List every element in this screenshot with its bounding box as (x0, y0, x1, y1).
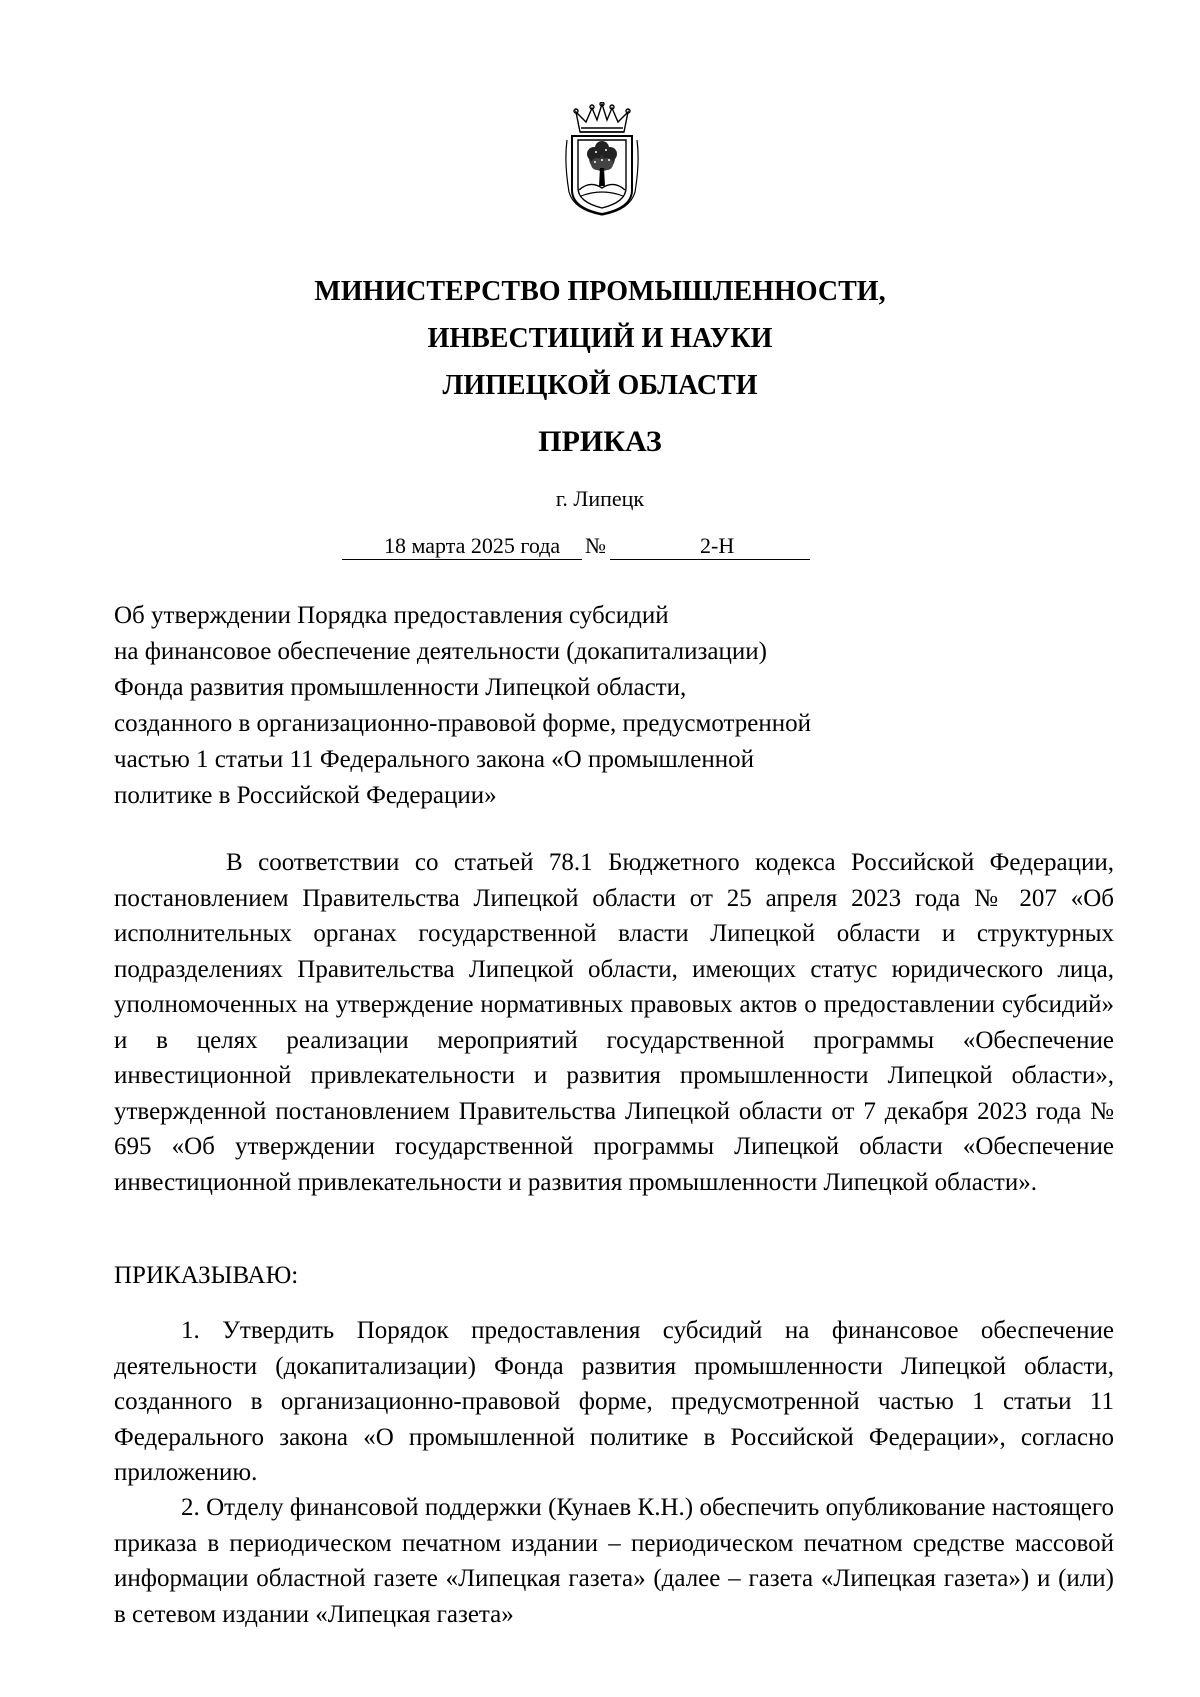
preamble-paragraph: В соответствии со статьей 78.1 Бюджетного кодекса Российской Федерации, постановлением Правительства Липецкой области от 25 апреля 2023 года № 207 «Об исполнительных органах государственной власти Липецкой области и структурных подразделениях Правительства Липецкой области, имеющих статус юридического лица, уполномоченных на утверждение нормативных правовых актов о предоставлении субсидий» и в целях реализации мероприятий государственной программы «Обеспечение инвестиционной привлекательности и развития промышленности Липецкой области», утвержденной постановлением Правительства Липецкой области от 7 декабря 2023 года № 695 «Об утверждении государственной программы Липецкой области «Обеспечение инвестиционной привлекательности и развития промышленности Липецкой области». (114, 849, 1114, 1196)
order-item-1: 1. Утвердить Порядок предоставления субсидий на финансовое обеспечение деятельности (докапитализации) Фонда развития промышленности Липецкой области, созданного в организационно-правовой форме, предусмотренной частью 1 статьи 11 Федерального закона «О промышленной политике в Российской Федерации», согласно приложению. (114, 1317, 1114, 1486)
city: г. Липецк (555, 486, 645, 511)
number-sign: № (585, 533, 606, 558)
coat-of-arms-icon (564, 102, 640, 216)
subject-line-6: политике в Российской Федерации» (114, 782, 497, 809)
subject-line-1: Об утверждении Порядка предоставления субсидий (114, 602, 669, 629)
document-type: ПРИКАЗ (538, 425, 662, 458)
subject-line-2: на финансовое обеспечение деятельности (докапитализации) (114, 638, 767, 665)
order-item-2: 2. Отделу финансовой поддержки (Кунаев К.Н.) обеспечить опубликование настоящего приказа в периодическом печатном издании – периодическом печатном средстве массовой информации областной газете «Липецкая газета» (далее – газета «Липецкая газета») и (или) в сетевом издании «Липецкая газета» (114, 1494, 1114, 1628)
ministry-line-2: ИНВЕСТИЦИЙ И НАУКИ (427, 323, 773, 354)
ministry-line-1: МИНИСТЕРСТВО ПРОМЫШЛЕННОСТИ, (314, 276, 886, 307)
subject-line-3: Фонда развития промышленности Липецкой области, (114, 674, 687, 701)
order-date: 18 марта 2025 года (384, 533, 561, 558)
subject-line-5: частью 1 статьи 11 Федерального закона «О промышленной (114, 746, 754, 773)
order-date-number-line (342, 532, 812, 562)
order-subject (114, 598, 914, 814)
ministry-name (0, 268, 1200, 409)
order-number: 2-Н (700, 533, 735, 558)
subject-line-4: созданного в организационно-правовой форме, предусмотренной (114, 710, 811, 737)
decree-word: ПРИКАЗЫВАЮ: (114, 1262, 299, 1289)
ministry-line-3: ЛИПЕЦКОЙ ОБЛАСТИ (442, 370, 758, 401)
